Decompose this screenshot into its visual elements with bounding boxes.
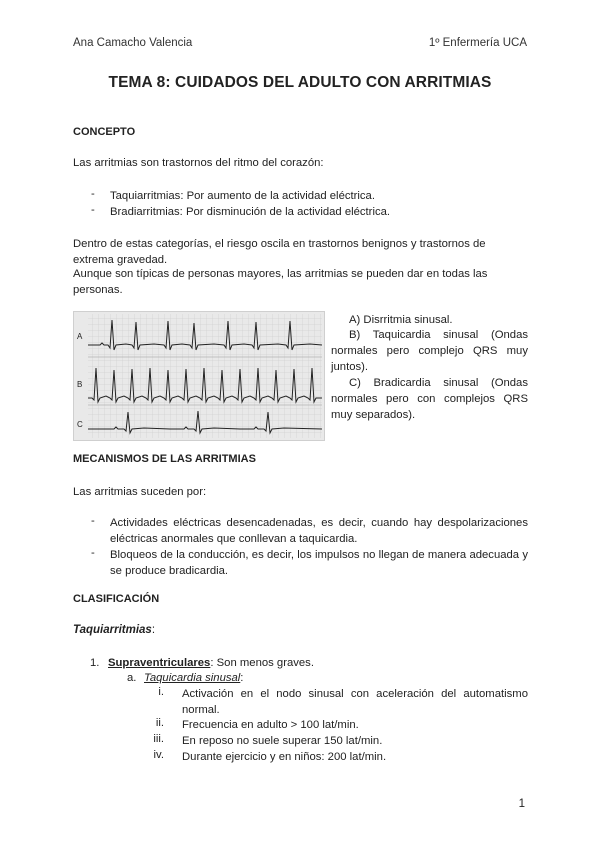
header-course: 1º Enfermería UCA xyxy=(428,37,527,49)
list-dash: - xyxy=(91,515,95,527)
ecg-label-a: A xyxy=(77,332,83,341)
ecg-strips-image xyxy=(74,312,324,440)
subheading-colon: : xyxy=(151,624,156,636)
list-letter: a. xyxy=(127,672,137,684)
list-dash: - xyxy=(91,204,95,216)
header-author: Ana Camacho Valencia xyxy=(73,37,193,49)
list-roman: ii. xyxy=(155,717,164,729)
list-item: Frecuencia en adulto > 100 lat/min. xyxy=(182,719,359,731)
ecg-label-b: B xyxy=(77,380,83,389)
list-item: Bloqueos de la conducción, es decir, los impulsos no llegan de manera adecuada y se produce bradicardia. xyxy=(110,549,528,577)
page-title: TEMA 8: CUIDADOS DEL ADULTO CON ARRITMIAS xyxy=(108,74,492,91)
figure-caption-a: A) Disrritmia sinusal. xyxy=(349,314,453,326)
subheading-text: Taquiarritmias xyxy=(73,624,152,636)
list-number: 1. xyxy=(90,657,100,669)
term-rest: : Son menos graves. xyxy=(210,657,314,669)
list-item: Durante ejercicio y en niños: 200 lat/min. xyxy=(182,751,387,763)
term: Taquicardia sinusal xyxy=(144,672,241,684)
figure-caption-c: C) Bradicardia sinusal (Ondas normales pero con complejos QRS muy separados). xyxy=(331,377,528,421)
list-item: Bradiarritmias: Por disminución de la actividad eléctrica. xyxy=(110,206,391,218)
list-roman: i. xyxy=(158,686,164,698)
ecg-figure xyxy=(73,311,325,441)
concepto-paragraph: Aunque son típicas de personas mayores, las arritmias se pueden dar en todas las personas. xyxy=(73,268,488,296)
term: Supraventriculares xyxy=(108,657,211,669)
concepto-intro: Las arritmias son trastornos del ritmo del corazón: xyxy=(73,157,324,169)
ecg-label-c: C xyxy=(77,420,83,429)
list-dash: - xyxy=(91,547,95,559)
list-item: En reposo no suele superar 150 lat/min. xyxy=(182,735,383,747)
mecanismos-intro: Las arritmias suceden por: xyxy=(73,486,207,498)
subheading-taquiarritmias xyxy=(73,624,155,636)
list-item: Actividades eléctricas desencadenadas, es decir, cuando hay despolarizaciones eléctricas anormales que conllevan a taquicardia. xyxy=(110,517,528,545)
section-heading-clasificacion: CLASIFICACIÓN xyxy=(73,593,160,605)
figure-caption-b: B) Taquicardia sinusal (Ondas normales pero complejo QRS muy juntos). xyxy=(331,329,528,373)
list-dash: - xyxy=(91,188,95,200)
term-rest: : xyxy=(240,672,244,684)
list-item-supraventriculares xyxy=(108,655,314,671)
list-roman: iii. xyxy=(153,733,164,745)
section-heading-mecanismos: MECANISMOS DE LAS ARRITMIAS xyxy=(73,453,256,465)
list-item: Activación en el nodo sinusal con aceleración del automatismo normal. xyxy=(182,688,528,716)
list-item: Taquiarritmias: Por aumento de la actividad eléctrica. xyxy=(110,190,375,202)
list-item-taquicardia-sinusal xyxy=(144,670,243,686)
concepto-paragraph: Dentro de estas categorías, el riesgo oscila en trastornos benignos y trastornos de extrema gravedad. xyxy=(73,238,486,266)
page-number: 1 xyxy=(518,798,525,810)
section-heading-concepto: CONCEPTO xyxy=(73,126,136,138)
list-roman: iv. xyxy=(153,749,164,761)
